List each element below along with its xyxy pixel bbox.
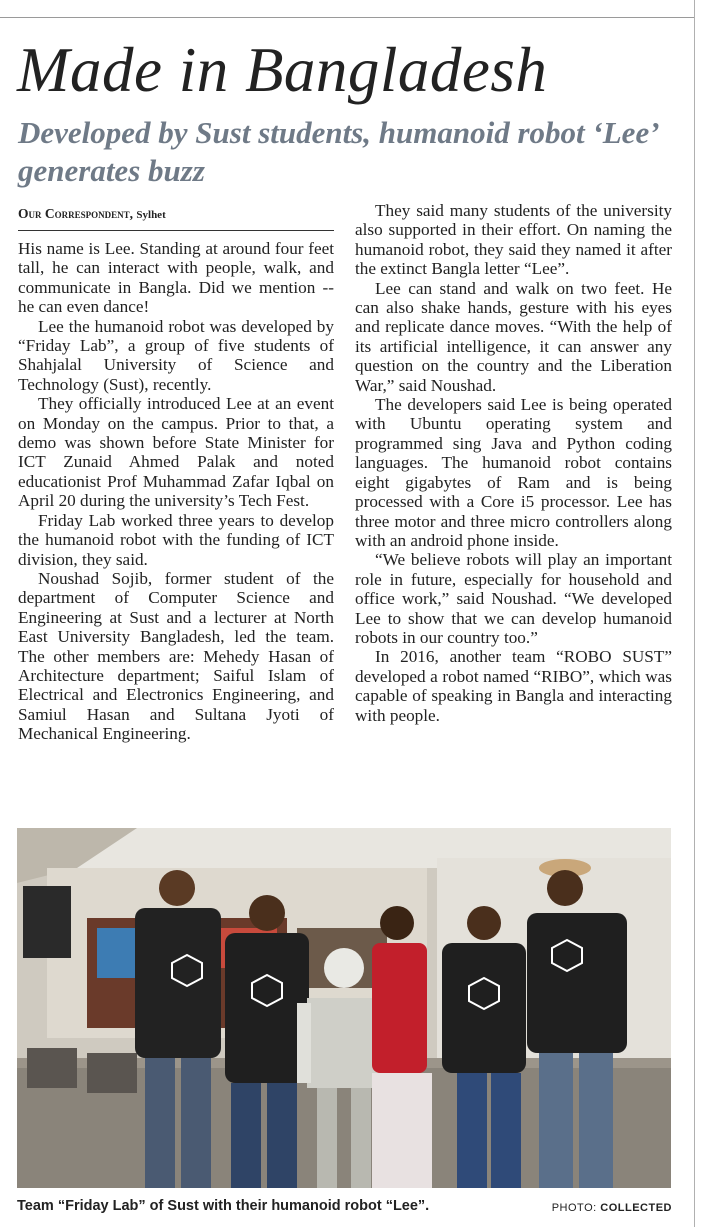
byline-author: Our Correspondent, (18, 206, 134, 221)
paragraph: The developers said Lee is being operated with Ubuntu operating system and programmed sing Java and Python coding languages. The humanoid robot contains eight gigabytes of Ram and is being processed with a Core i5 processor. Lee has three motor and three micro controllers along with an android phone inside. (355, 395, 672, 550)
byline-rule (18, 230, 334, 231)
team-photo-illustration (17, 828, 671, 1188)
photo-credit-label: PHOTO: (551, 1202, 597, 1214)
byline-place: Sylhet (136, 209, 166, 221)
paragraph: Lee can stand and walk on two feet. He can also shake hands, gesture with his eyes and replicate dance moves. “With the help of its artificial intelligence, it can answer any question on the country and the Liberation War,” said Noushad. (355, 278, 672, 395)
paragraph: They said many students of the university also supported in their effort. On naming the humanoid robot, they said they named it after the extinct Bangla letter “Lee”. (355, 201, 672, 279)
paragraph: They officially introduced Lee at an event on Monday on the campus. Prior to that, a demo was shown before State Minister for ICT Zunaid Ahmed Palak and noted educationist Prof Muhammad Zafar Iqbal on April 20 during the university’s Tech Fest. (18, 394, 334, 511)
photo-credit-value: COLLECTED (600, 1202, 672, 1214)
photo-caption: Team “Friday Lab” of Sust with their humanoid robot “Lee”. (17, 1198, 430, 1214)
column-rule (694, 0, 695, 1227)
team-photo (17, 828, 671, 1188)
photo-credit (540, 1202, 672, 1214)
paragraph: Friday Lab worked three years to develop the humanoid robot with the funding of ICT division, they said. (18, 510, 334, 569)
article-column-right (355, 201, 672, 725)
byline (18, 206, 334, 222)
paragraph: His name is Lee. Standing at around four feet tall, he can interact with people, walk, and communicate in Bangla. Did we mention -- he can even dance! (18, 239, 334, 317)
article-column-left (18, 239, 334, 744)
subhead: Developed by Sust students, humanoid robot ‘Lee’ generates buzz (18, 115, 658, 188)
top-rule (0, 17, 694, 18)
paragraph: Noushad Sojib, former student of the department of Computer Science and Engineering at Sust and a lecturer at North East University Bangladesh, led the team. The other members are: Mehedy Hasan of Architecture department; Saiful Islam of Electrical and Electronics Engineering, and Samiul Hasan and Sultana Jyoti of Mechanical Engineering. (18, 568, 334, 744)
paragraph: In 2016, another team “ROBO SUST” developed a robot named “RIBO”, which was capable of speaking in Bangla and interacting with people. (355, 647, 672, 725)
paragraph: “We believe robots will play an important role in future, especially for household and office work,” said Noushad. “We developed Lee to show that we can develop humanoid robots in our country too.” (355, 550, 672, 647)
headline: Made in Bangladesh (17, 35, 548, 105)
paragraph: Lee the humanoid robot was developed by “Friday Lab”, a group of five students of Shahjalal University of Science and Technology (Sust), recently. (18, 316, 334, 394)
